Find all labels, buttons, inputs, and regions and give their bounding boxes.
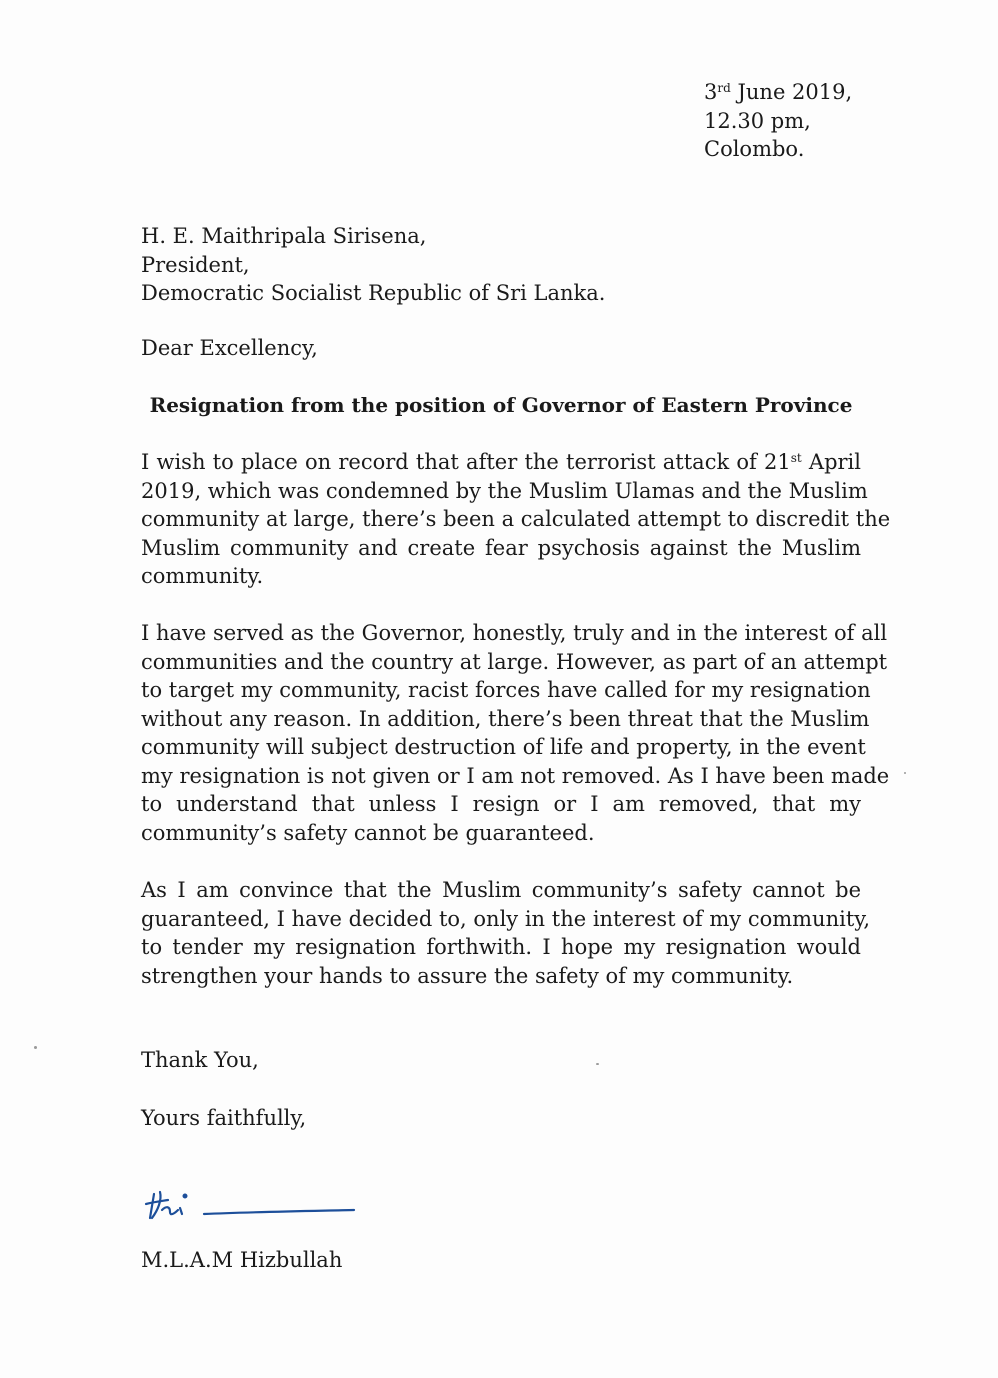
paragraph-line: 2019, which was condemned by the Muslim Ulamas and the Muslim [141, 478, 868, 503]
signer-name: M.L.A.M Hizbullah [141, 1248, 343, 1272]
paragraph-line: to target my community, racist forces have called for my resignation [141, 678, 871, 702]
paragraph-line: to tender my resignation forthwith. I hope my resignation would [141, 935, 861, 959]
paragraph-line: community. [141, 564, 264, 588]
paragraph-3 [141, 876, 871, 990]
paragraph-2 [141, 619, 890, 847]
paragraph-line: my resignation is not given or I am not removed. As I have been made [141, 763, 890, 788]
salutation: Dear Excellency, [141, 336, 318, 360]
handwritten-signature [140, 1180, 370, 1230]
date-block [704, 78, 964, 164]
paragraph-line: to understand that unless I resign or I am removed, that my [141, 792, 861, 816]
time-line: 12.30 pm, [704, 108, 811, 133]
paragraph-line [141, 448, 861, 477]
date-day: 3 [704, 80, 718, 104]
paragraph-line: I have served as the Governor, honestly, truly and in the interest of all [141, 621, 888, 645]
paper-speck [904, 772, 906, 774]
paragraph-1 [141, 448, 891, 591]
paragraph-line-text: I wish to place on record that after the terrorist attack of 21 [141, 450, 791, 474]
paragraph-line: guaranteed, I have decided to, only in the interest of my community, [141, 906, 871, 931]
addressee-name: H. E. Maithripala Sirisena, [141, 224, 427, 248]
closing-thanks: Thank You, [141, 1048, 259, 1072]
paragraph-line: without any reason. In addition, there’s been threat that the Muslim [141, 706, 870, 731]
valediction: Yours faithfully, [141, 1106, 307, 1130]
paragraph-line-text: April [801, 450, 861, 474]
paragraph-line: community will subject destruction of life and property, in the event [141, 735, 866, 759]
date-month-year: June 2019, [730, 80, 853, 104]
date-line [704, 78, 964, 107]
place-line: Colombo. [704, 137, 805, 161]
paragraph-line: Muslim community and create fear psychosis against the Muslim [141, 535, 861, 560]
addressee-block [141, 222, 861, 308]
paragraph-line: communities and the country at large. However, as part of an attempt [141, 649, 888, 674]
paragraph-line: As I am convince that the Muslim community’s safety cannot be [141, 878, 861, 902]
paragraph-line: community’s safety cannot be guaranteed. [141, 820, 595, 845]
addressee-country: Democratic Socialist Republic of Sri Lanka. [141, 281, 606, 305]
paper-speck [34, 1046, 37, 1049]
paragraph-line: community at large, there’s been a calculated attempt to discredit the [141, 507, 891, 531]
date-day-suffix: rd [717, 81, 731, 95]
paragraph-line: strengthen your hands to assure the safety of my community. [141, 963, 794, 988]
addressee-title: President, [141, 252, 250, 277]
subject-heading: Resignation from the position of Governor of Eastern Province [149, 393, 853, 417]
paper-speck [596, 1063, 599, 1065]
ordinal-suffix: st [790, 451, 802, 465]
